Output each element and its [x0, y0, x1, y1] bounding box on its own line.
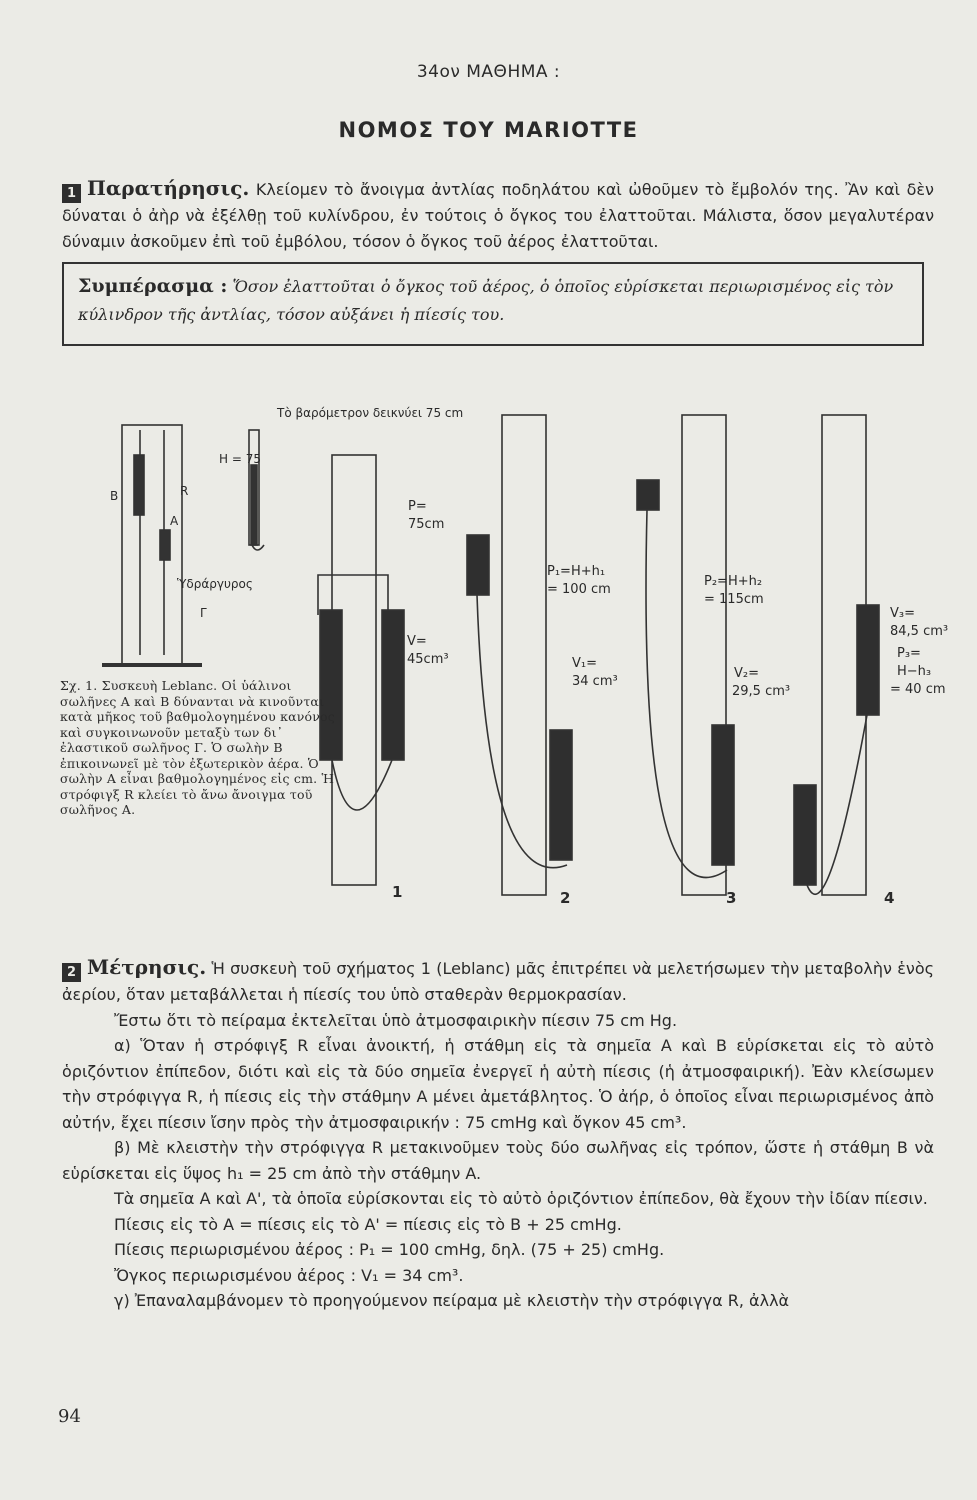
tube-1-frame: [318, 575, 388, 615]
figure-number-1: 1: [392, 883, 403, 901]
lesson-number: 34ον ΜΑΘΗΜΑ :: [416, 62, 561, 82]
mercury-b: [134, 455, 144, 515]
figure-number-3: 3: [726, 889, 737, 907]
label-v3: V₃=: [890, 606, 915, 621]
label-gamma: Γ: [200, 606, 207, 620]
conclusion-label: Συμπέρασμα :: [78, 275, 228, 297]
barometer-mercury: [251, 465, 257, 545]
mercury-2-b: [467, 535, 489, 595]
label-p3: P₃=: [897, 646, 921, 661]
mercury-3-b: [637, 480, 659, 510]
measurement-line: Πίεσις περιωρισμένου ἀέρος : P₁ = 100 cmHg, δηλ. (75 + 25) cmHg.: [114, 1240, 665, 1259]
label-p1: P₁=H+h₁: [547, 564, 606, 579]
figure-caption: Σχ. 1. Συσκευὴ Leblanc. Οἱ ὑάλινοι σωλῆνες A καὶ B δύνανται νὰ κινοῦνται κατὰ μῆκος τοῦ βαθμολογημένου κανόνος καὶ συγκοινωνοῦν μεταξὺ των δι᾽ ἐλαστικοῦ σωλῆνος Γ. Ὁ σωλὴν B ἐπικοινωνεῖ μὲ τὸν ἐξωτερικὸν ἀέρα. Ὁ σωλὴν A εἶναι βαθμολογημένος εἰς cm. Ἡ στρόφιγξ R κλείει τὸ ἄνω ἄνοιγμα τοῦ σωλῆνος A.: [60, 678, 335, 817]
measurement-line: β) Μὲ κλειστὴν τὴν στρόφιγγα R μετακινοῦμεν τοὺς δύο σωλῆνας εἰς τρόπον, ὥστε ἡ στάθμη B νὰ εὑρίσκεται εἰς ὕψος h₁ = 25 cm ἀπὸ τὴν στάθμην A.: [62, 1138, 934, 1183]
section-observation: [62, 176, 934, 254]
label-p3-res: = 40 cm: [890, 682, 946, 697]
label-p2-val: = 115cm: [704, 592, 764, 607]
label-v3-val: 84,5 cm³: [890, 624, 949, 639]
mercury-label: Ὑδράργυρος: [177, 577, 253, 591]
measurement-line: Ἡ συσκευὴ τοῦ σχήματος 1 (Leblanc) μᾶς ἐπιτρέπει νὰ μελετήσωμεν τὴν μεταβολὴν ἑνὸς ἀερίου, ὅταν μεταβάλλεται ἡ πίεσίς του ὑπὸ σταθερὰν θερμοκρασίαν.: [62, 959, 935, 1004]
barometer-note: Τὸ βαρόμετρον δεικνύει 75 cm: [277, 406, 464, 420]
section-heading: Μέτρησις.: [87, 955, 207, 979]
conclusion-box: [62, 262, 924, 346]
label-v2-val: 29,5 cm³: [732, 684, 791, 699]
measurement-line: Ὄγκος περιωρισμένου ἀέρος : V₁ = 34 cm³.: [114, 1265, 464, 1285]
leblanc-figure: [62, 405, 962, 925]
measurement-line: Ἔστω ὅτι τὸ πείραμα ἐκτελεῖται ὑπὸ ἀτμοσφαιρικὴν πίεσιν 75 cm Hg.: [114, 1010, 678, 1030]
mercury-4-a: [857, 605, 879, 715]
section-number: 2: [62, 963, 81, 982]
label-a: A: [170, 514, 179, 528]
label-p-val: 75cm: [408, 517, 445, 532]
mercury-4-b: [794, 785, 816, 885]
label-p3-val: H−h₃: [897, 664, 932, 679]
measurement-line: Τὰ σημεῖα A καὶ A', τὰ ὁποῖα εὑρίσκονται εἰς τὸ αὐτὸ ὁριζόντιον ἐπίπεδον, θὰ ἔχουν τὴν ἰδίαν πίεσιν.: [114, 1189, 928, 1208]
section-heading: Παρατήρησις.: [87, 176, 250, 200]
label-v2: V₂=: [734, 666, 759, 681]
conclusion-text: Ὅσον ἐλαττοῦται ὁ ὄγκος τοῦ ἀέρος, ὁ ὁποῖος εὑρίσκεται περιωρισμένος εἰς τὸν κύλινδρον τῆς ἀντλίας, τόσον αὐξάνει ἡ πίεσίς του.: [78, 277, 894, 324]
label-v: V=: [407, 634, 427, 649]
h75-label: H = 75: [219, 452, 261, 466]
mercury-3-a: [712, 725, 734, 865]
label-v1: V₁=: [572, 656, 597, 671]
label-b: B: [110, 489, 119, 503]
stand-frame: [122, 425, 182, 665]
section-measurement: [62, 955, 934, 1314]
page-number: 94: [58, 1406, 81, 1427]
apparatus-diagram: [62, 405, 962, 925]
measurement-line: γ) Ἐπαναλαμβάνομεν τὸ προηγούμενον πείραμα μὲ κλειστὴν τὴν στρόφιγγα R, ἀλλὰ: [114, 1291, 790, 1310]
observation-text: Κλείομεν τὸ ἄνοιγμα ἀντλίας ποδηλάτου καὶ ὠθοῦμεν τὸ ἔμβολόν της. Ἂν καὶ δὲν δύναται ὁ ἀὴρ νὰ ἐξέλθῃ τοῦ κυλίνδρου, ἐν τούτοις ὁ ὄγκος του ἐλαττοῦται. Μάλιστα, ὅσον μεγαλυτέραν δύναμιν ἀσκοῦμεν ἐπὶ τοῦ ἐμβόλου, τόσον ὁ ὄγκος τοῦ ἀέρος ἐλαττοῦται.: [62, 180, 934, 251]
label-r: R: [180, 484, 189, 498]
figure-number-2: 2: [560, 889, 571, 907]
mercury-a: [160, 530, 170, 560]
measurement-line: Πίεσις εἰς τὸ A = πίεσις εἰς τὸ A' = πίεσις εἰς τὸ B + 25 cmHg.: [114, 1214, 622, 1234]
mercury-1-a: [382, 610, 404, 760]
mercury-2-a: [550, 730, 572, 860]
label-v1-val: 34 cm³: [572, 674, 618, 689]
label-p1-val: = 100 cm: [547, 582, 611, 597]
measurement-line: α) Ὅταν ἡ στρόφιγξ R εἶναι ἀνοικτή, ἡ στάθμη εἰς τὰ σημεῖα A καὶ B εὑρίσκεται εἰς τὸ αὐτὸ ὁριζόντιον ἐπίπεδον, διότι καὶ εἰς τὰ δύο σημεῖα ἐνεργεῖ ἡ αὐτὴ πίεσις (ἡ ἀτμοσφαιρική). Ἐὰν κλείσωμεν τὴν στρόφιγγα R, ἡ πίεσις εἰς τὴν στάθμην A μένει ἀμετάβλητος. Ὁ ἀήρ, ὁ ὁποῖος εἶναι περιωρισμένος ἀπὸ αὐτήν, ἔχει πίεσιν ἴσην πρὸς τὴν ἀτμοσφαιρικήν : 75 cmHg καὶ ὄγκον 45 cm³.: [62, 1036, 934, 1132]
label-p2: P₂=H+h₂: [704, 574, 763, 589]
label-v-val: 45cm³: [407, 652, 449, 667]
figure-number-4: 4: [884, 889, 895, 907]
page-title: ΝΟΜΟΣ ΤΟΥ MARIOTTE: [338, 118, 639, 142]
section-number: 1: [62, 184, 81, 203]
label-p: P=: [408, 499, 427, 514]
